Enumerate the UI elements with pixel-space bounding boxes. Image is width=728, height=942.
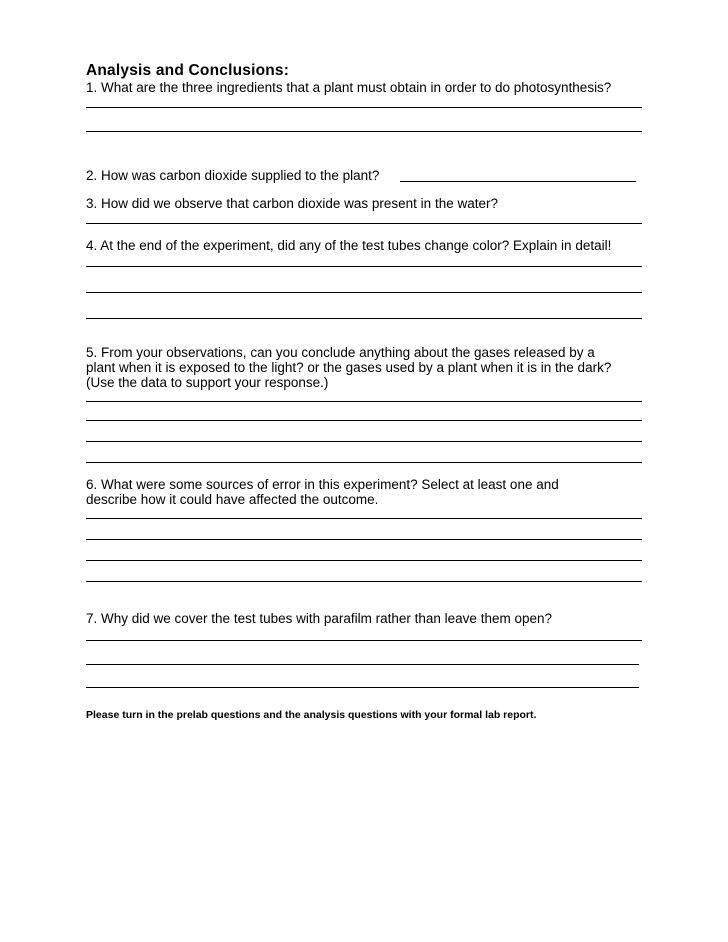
question-3: 3. How did we observe that carbon dioxide was present in the water? <box>86 196 498 211</box>
answer-line-q6-4[interactable] <box>86 581 642 582</box>
answer-line-q5-3[interactable] <box>86 441 642 442</box>
answer-line-q7-1[interactable] <box>86 640 642 641</box>
question-2: 2. How was carbon dioxide supplied to the plant? <box>86 168 380 183</box>
question-1: 1. What are the three ingredients that a plant must obtain in order to do photosynthesis? <box>86 80 612 95</box>
footer-note: Please turn in the prelab questions and the analysis questions with your formal lab report. <box>86 709 537 721</box>
answer-line-q5-1[interactable] <box>86 401 642 402</box>
question-4: 4. At the end of the experiment, did any of the test tubes change color? Explain in detail! <box>86 238 612 253</box>
question-7: 7. Why did we cover the test tubes with parafilm rather than leave them open? <box>86 611 552 626</box>
question-5-line-3: (Use the data to support your response.) <box>86 375 329 390</box>
answer-line-q3[interactable] <box>86 223 642 224</box>
answer-line-q1-1[interactable] <box>86 107 642 108</box>
answer-line-q7-3[interactable] <box>86 687 639 688</box>
answer-line-q5-2[interactable] <box>86 420 642 421</box>
answer-line-q5-4[interactable] <box>86 462 642 463</box>
answer-line-q4-1[interactable] <box>86 266 642 267</box>
answer-line-q6-3[interactable] <box>86 560 642 561</box>
answer-line-q4-3[interactable] <box>86 318 642 319</box>
question-5-line-2: plant when it is exposed to the light? or the gases used by a plant when it is in the dark? <box>86 360 612 375</box>
question-5-line-1: 5. From your observations, can you conclude anything about the gases released by a <box>86 345 595 360</box>
answer-line-q6-2[interactable] <box>86 539 642 540</box>
question-6-line-2: describe how it could have affected the outcome. <box>86 492 379 507</box>
answer-line-q4-2[interactable] <box>86 292 642 293</box>
answer-line-q6-1[interactable] <box>86 518 642 519</box>
answer-line-q7-2[interactable] <box>86 664 639 665</box>
answer-line-q1-2[interactable] <box>86 131 642 132</box>
answer-line-q2[interactable] <box>400 181 636 182</box>
question-6-line-1: 6. What were some sources of error in this experiment? Select at least one and <box>86 477 559 492</box>
section-heading: Analysis and Conclusions: <box>86 62 290 79</box>
